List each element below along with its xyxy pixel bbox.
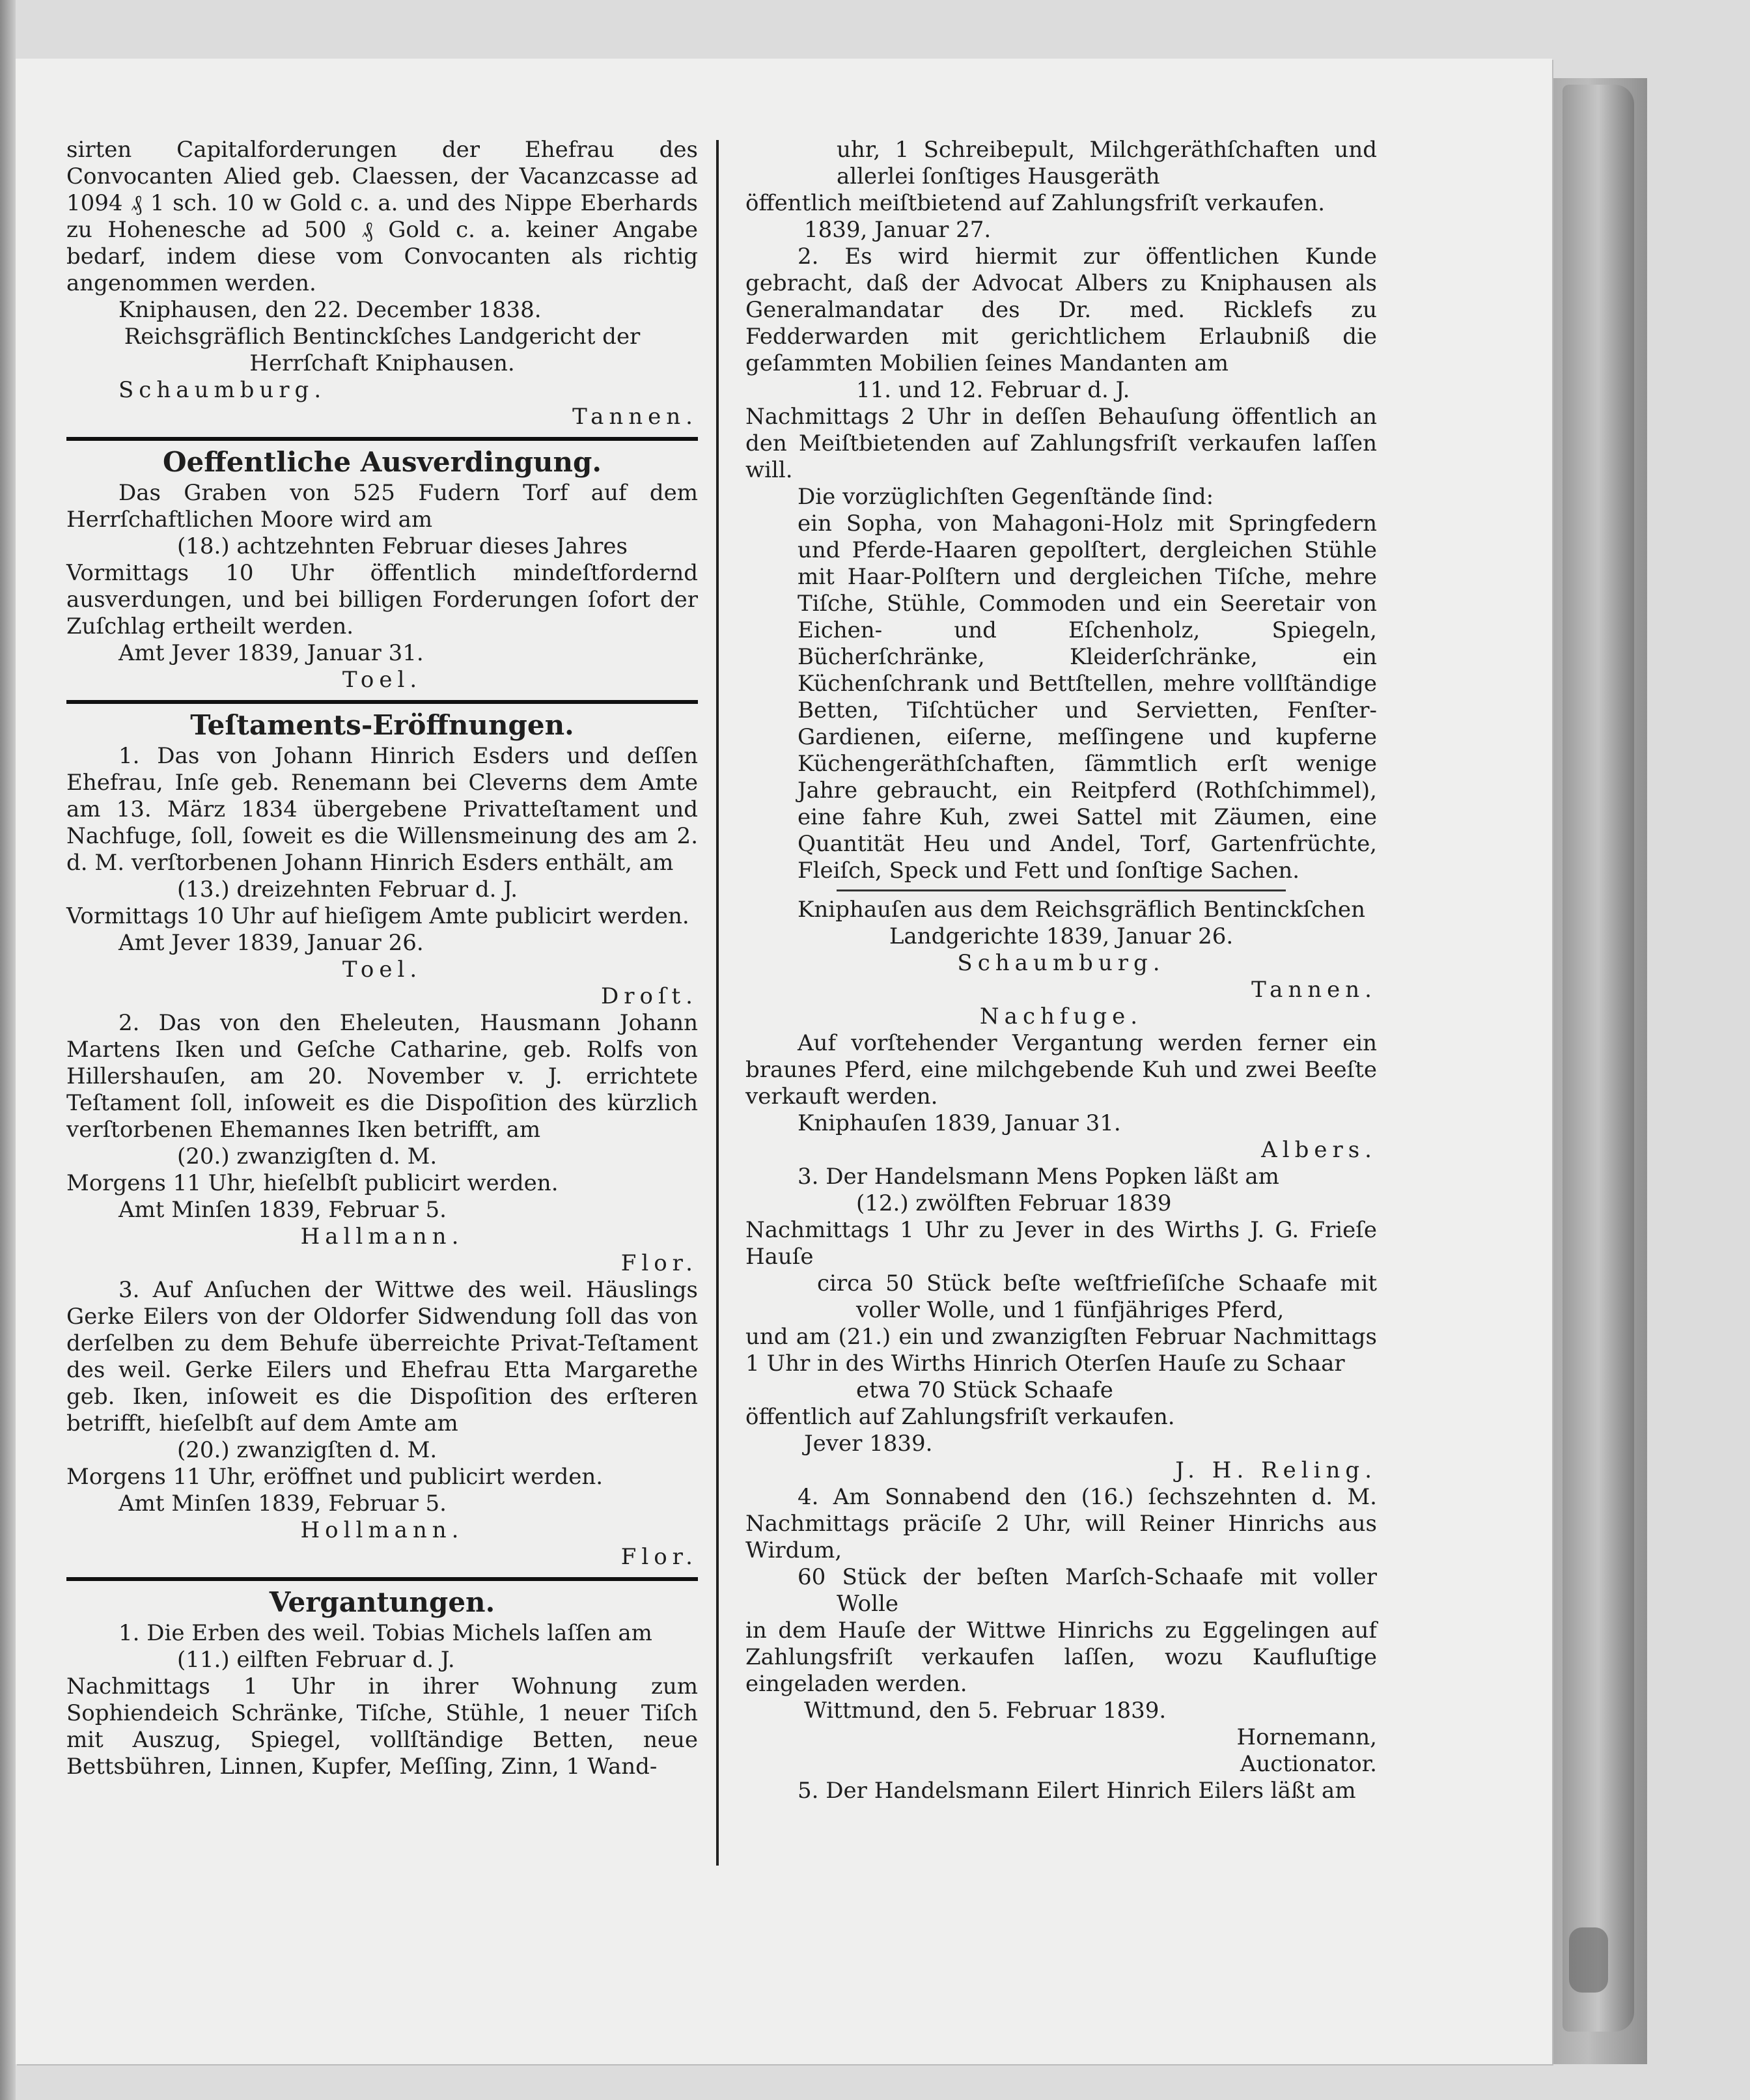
section-heading: Oeffentliche Ausverdingung. [162, 446, 602, 478]
notice-place-date: Amt Minſen 1839, Februar 5. [118, 1197, 447, 1223]
court-name: Reichsgräflich Bentinckſches Landgericht der [124, 324, 641, 350]
signature: Schaumburg. [118, 377, 327, 403]
notice-text: Nachmittags 1 Uhr in ihrer Wohnung zum Sophiendeich Schränke, Tiſche, Stühle, 1 neuer Tiſch mit Auszug, Spiegel, vollſtändige Betten, neue Bettsbühren, Linnen, Kupfer, Meſſing, Zinn, 1 Wand- [66, 1673, 698, 1780]
item-list: ein Sopha, von Mahagoni-Holz mit Springfedern und Pferde-Haaren gepolſtert, dergleichen Stühle mit Haar-Polſtern und dergleichen Tiſche, mehre Tiſche, Stühle, Commoden und ein Seeretair von Eichen- und Eſchenholz, Spiegeln, Bücherſchränke, Kleiderſchränke, ein Küchenſchrank und Bettſtellen, mehre vollſtändige Betten, Tiſchtücher und Servietten, Fenſter-Gardienen, eiſerne, meſſingene und kupferne Küchengeräthſchaften, ſämmtlich erſt wenige Jahre gebraucht, ein Reitpferd (Rothſchimmel), eine fahre Kuh, zwei Sattel mit Zäumen, eine Quantität Heu und Andel, Torf, Gartenfrüchte, Fleiſch, Speck und Fett und ſonſtige Sachen. [798, 511, 1377, 884]
notice-text: Morgens 11 Uhr, hieſelbſt publicirt werden. [66, 1170, 559, 1196]
notice-text: Vormittags 10 Uhr öffentlich mindeſtfordernd ausverdungen, und bei billigen Forderungen ſofort der Zuſchlag ertheilt werden. [66, 560, 698, 639]
notice-place-date: Wittmund, den 5. Februar 1839. [804, 1698, 1167, 1724]
notice-text: Nachmittags 2 Uhr in deſſen Behauſung öffentlich an den Meiſtbietenden auf Zahlungsfriſt verkaufen laſſen will. [745, 404, 1377, 483]
notice-date: (13.) dreizehnten Februar d. J. [177, 876, 518, 903]
signature: Toel. [342, 957, 423, 983]
notice-text: Vormittags 10 Uhr auf hieſigem Amte publicirt werden. [66, 903, 689, 929]
notice-place-date: Kniphauſen 1839, Januar 31. [798, 1110, 1121, 1136]
notice-text: 3. Der Handelsmann Mens Popken läßt am [798, 1164, 1279, 1190]
court-name-2: Herrſchaft Kniphausen. [249, 350, 515, 376]
notice-text: 3. Auf Anſuchen der Wittwe des weil. Häuslings Gerke Eilers von der Oldorfer Sidwendung ſoll das von derſelben zu dem Behufe überreichte Privat-Teſtament des weil. Gerke Eilers und Ehefrau Etta Margarethe geb. Iken, inſoweit es die Dispoſition des erſteren betrifft, hieſelbſt auf dem Amte am [66, 1277, 698, 1436]
notice-date: (20.) zwanzigſten d. M. [177, 1437, 438, 1463]
notice-date: (20.) zwanzigſten d. M. [177, 1143, 438, 1169]
notice-place-date: Kniphauſen aus dem Reichsgräflich Bentinckſchen [798, 897, 1365, 923]
notice-place-date: Amt Minſen 1839, Februar 5. [118, 1491, 447, 1517]
signature: Flor. [620, 1250, 698, 1276]
notice-text: 2. Das von den Eheleuten, Hausmann Johann Martens Iken und Geſche Catharine, geb. Rolfs von Hillershauſen, am 20. November v. J. errichtete Teſtament ſoll, inſoweit es die Dispoſition des kürzlich verſtorbenen Ehemannes Iken betrifft, am [66, 1010, 698, 1143]
notice-text: sirten Capitalforderungen der Ehefrau des Convocanten Alied geb. Claessen, der Vacanzcasse ad 1094 ₰ 1 sch. 10 w Gold c. a. und des Nippe Eberhards zu Hohenesche ad 500 ₰ Gold c. a. keiner Angabe bedarf, indem diese vom Convocanten als richtig angenommen werden. [66, 137, 698, 296]
notice-text: 5. Der Handelsmann Eilert Hinrich Eilers läßt am [798, 1778, 1356, 1804]
notice-place-date: Amt Jever 1839, Januar 26. [118, 930, 424, 956]
signature: Hornemann, [1236, 1724, 1377, 1750]
section-heading: Vergantungen. [269, 1586, 495, 1618]
signature: Albers. [1261, 1137, 1377, 1163]
section-heading: Teſtaments-Eröffnungen. [190, 709, 574, 741]
signature: Droſt. [600, 983, 698, 1009]
item-text: 60 Stück der beſten Marſch-Schaafe mit voller Wolle [798, 1564, 1377, 1617]
signature: J. H. Reling. [1175, 1457, 1377, 1483]
separator-rule [837, 889, 1286, 891]
notice-place-date-2: Landgerichte 1839, Januar 26. [889, 923, 1234, 949]
notice-text: Morgens 11 Uhr, eröffnet und publicirt werden. [66, 1464, 604, 1490]
signature: Schaumburg. [957, 950, 1165, 976]
section-rule [66, 1577, 698, 1581]
notice-date: (12.) zwölften Februar 1839 [856, 1190, 1172, 1216]
notice-text: 2. Es wird hiermit zur öffentlichen Kunde gebracht, daß der Advocat Albers zu Kniphausen als Generalmandatar des Dr. med. Ricklefs zu Fedderwarden mit gerichtlichem Erlaubniß die geſammten Mobilien ſeines Mandanten am [745, 244, 1377, 376]
list-intro: Die vorzüglichſten Gegenſtände ſind: [798, 484, 1214, 510]
notice-text: Nachmittags 1 Uhr zu Jever in des Wirths J. G. Frieſe Hauſe [745, 1217, 1377, 1270]
item-text: circa 50 Stück beſte weſtfrieſiſche Schaafe mit voller Wolle, und 1 fünfjähriges Pferd, [817, 1270, 1377, 1323]
notice-text: und am (21.) ein und zwanzigſten Februar Nachmittags 1 Uhr in des Wirths Hinrich Oterſen Hauſe zu Schaar [745, 1324, 1377, 1377]
notice-text: 4. Am Sonnabend den (16.) ſechszehnten d. M. Nachmittags präciſe 2 Uhr, will Reiner Hinrichs aus Wirdum, [745, 1484, 1377, 1563]
notice-date: (18.) achtzehnten Februar dieses Jahres [177, 533, 628, 559]
notice-date: 11. und 12. Februar d. J. [856, 377, 1130, 403]
left-column [66, 137, 698, 1780]
notice-place-date: 1839, Januar 27. [804, 217, 992, 243]
column-divider [716, 140, 719, 1866]
notice-place-date: Amt Jever 1839, Januar 31. [118, 640, 424, 666]
notice-text: uhr, 1 Schreibepult, Milchgeräthſchaften und allerlei ſonſtiges Hausgeräth [837, 137, 1377, 189]
signature-title: Auctionator. [1240, 1751, 1377, 1777]
right-column [745, 137, 1377, 1804]
notice-place-date: Kniphausen, den 22. December 1838. [118, 297, 542, 323]
book-cover-edge [1562, 85, 1634, 2032]
notice-text: Das Graben von 525 Fudern Torf auf dem Herrſchaftlichen Moore wird am [66, 480, 698, 533]
subheading: Nachfuge. [979, 1003, 1143, 1029]
section-rule [66, 437, 698, 441]
item-text: etwa 70 Stück Schaafe [856, 1377, 1113, 1403]
notice-text: öffentlich meiſtbietend auf Zahlungsfriſt verkaufen. [745, 190, 1326, 216]
signature: Hollmann. [300, 1517, 464, 1543]
signature: Tannen. [572, 404, 698, 430]
signature: Toel. [342, 667, 423, 693]
notice-text: Auf vorſtehender Vergantung werden ferner ein braunes Pferd, eine milchgebende Kuh und zwei Beeſte verkauft werden. [745, 1030, 1377, 1110]
cover-clasp [1569, 1927, 1608, 1993]
signature: Flor. [620, 1544, 698, 1570]
signature: Tannen. [1251, 977, 1377, 1003]
notice-text: in dem Hauſe der Wittwe Hinrichs zu Eggelingen auf Zahlungsfriſt verkaufen laſſen, wozu Kaufluſtige eingeladen werden. [745, 1617, 1377, 1697]
notice-date: (11.) eilften Februar d. J. [177, 1647, 455, 1673]
notice-text: 1. Das von Johann Hinrich Esders und deſſen Ehefrau, Inſe geb. Renemann bei Cleverns dem Amte am 13. März 1834 übergebene Privatteſtament und Nachfuge, ſoll, ſoweit es die Willensmeinung des am 2. d. M. verſtorbenen Johann Hinrich Esders enthält, am [66, 743, 698, 876]
notice-place-date: Jever 1839. [804, 1431, 933, 1457]
notice-text: 1. Die Erben des weil. Tobias Michels laſſen am [118, 1620, 652, 1646]
notice-text: öffentlich auf Zahlungsfriſt verkaufen. [745, 1404, 1175, 1430]
page-gutter-shadow [0, 0, 16, 2100]
section-rule [66, 700, 698, 704]
signature: Hallmann. [300, 1224, 464, 1250]
